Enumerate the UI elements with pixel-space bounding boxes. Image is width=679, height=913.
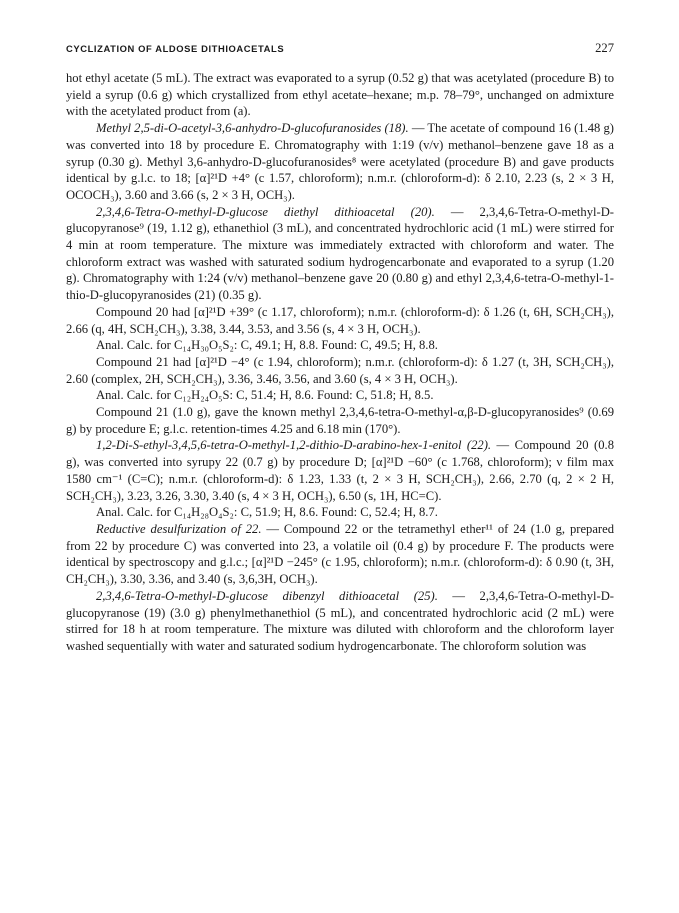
compound-heading: Methyl 2,5-di-O-acetyl-3,6-anhydro-D-glucofuranosides (18). bbox=[96, 121, 409, 136]
page-header bbox=[66, 40, 614, 70]
paragraph bbox=[66, 204, 614, 304]
paragraph: hot ethyl acetate (5 mL). The extract was evaporated to a syrup (0.52 g) that was acetylated (procedure B) to yield a syrup (0.6 g) which crystallized from ethyl acetate–hexane; m.p. 78–79°, unchanged on admixture with the acetylated product from (a). bbox=[66, 71, 614, 119]
page-number: 227 bbox=[595, 41, 614, 55]
compound-heading: 2,3,4,6-Tetra-O-methyl-D-glucose dibenzyl dithioacetal (25). bbox=[96, 588, 438, 603]
journal-page bbox=[66, 40, 614, 655]
paragraph: Compound 21 had [α]²¹D −4° (c 1.94, chloroform); n.m.r. (chloroform-d): δ 1.27 (t, 3H, SCH₂CH₃), 2.60 (complex, 2H, SCH₂CH₃), 3.36, 3.46, 3.56, and 3.60 (s, 4 × 3 H, OCH₃). bbox=[66, 354, 614, 386]
analysis-line: Anal. Calc. for C₁₂H₂₄O₅S: C, 51.4; H, 8.6. Found: C, 51.8; H, 8.5. bbox=[96, 388, 434, 403]
compound-heading: Reductive desulfurization of 22. bbox=[96, 521, 262, 536]
analysis-line: Anal. Calc. for C₁₄H₂₈O₄S₂: C, 51.9; H, 8.6. Found: C, 52.4; H, 8.7. bbox=[96, 505, 438, 520]
analysis-line: Anal. Calc. for C₁₄H₃₀O₅S₂: C, 49.1; H, 8.8. Found: C, 49.5; H, 8.8. bbox=[96, 338, 438, 353]
compound-heading: 1,2-Di-S-ethyl-3,4,5,6-tetra-O-methyl-1,2-dithio-D-arabino-hex-1-enitol (22). bbox=[96, 438, 492, 453]
paragraph bbox=[66, 521, 614, 588]
paragraph bbox=[66, 120, 614, 204]
compound-heading: 2,3,4,6-Tetra-O-methyl-D-glucose diethyl dithioacetal (20). bbox=[96, 204, 435, 219]
paragraph-text: — 2,3,4,6-Tetra-O-methyl-D-glucopyranose⁹ (19, 1.12 g), ethanethiol (3 mL), and concentrated hydrochloric acid (1 mL) were stirred for 4 min at room temperature. The mixture was immediately extracted with chloroform and water. The chloroform extract was washed with saturated sodium hydrogencarbonate and evaporated to a syrup (1.20 g). Chromatography with 1:24 (v/v) methanol–benzene gave 20 (0.80 g) and ethyl 2,3,4,6-tetra-O-methyl-1-thio-D-glucopyranosides (21) (0.35 g). bbox=[66, 204, 614, 303]
paragraph-text: — 2,3,4,6-Tetra-O-methyl-D-glucopyranose (19) (3.0 g) phenylmethanethiol (5 mL), and concentrated hydrochloric acid (2 mL) were stirred for 18 h at room temperature. The mixture was diluted with chloroform and the chloroform layer washed sequentially with water and saturated sodium hydrogencarbonate. The chloroform solution was bbox=[66, 588, 614, 653]
paragraph bbox=[66, 588, 614, 655]
paragraph: Compound 20 had [α]²¹D +39° (c 1.17, chloroform); n.m.r. (chloroform-d): δ 1.26 (t, 6H, SCH₂CH₃), 2.66 (q, 4H, SCH₂CH₃), 3.38, 3.44, 3.53, and 3.56 (s, 4 × 3 H, OCH₃). bbox=[66, 304, 614, 336]
paragraph-text: — The acetate of compound 16 (1.48 g) was converted into 18 by procedure E. Chromatography with 1:19 (v/v) methanol–benzene gave 18 as a syrup (0.30 g). Methyl 3,6-anhydro-D-glucofuranosides⁸ were acetylated (procedure B) and gave products identical by g.l.c. to 18; [α]²¹D +4° (c 1.57, chloroform); n.m.r. (chloroform-d): δ 2.10, 2.23 (s, 2 × 3 H, OCOCH₃), 3.60 and 3.66 (s, 2 × 3 H, OCH₃). bbox=[66, 121, 614, 202]
article-body bbox=[66, 70, 614, 655]
paragraph: Compound 21 (1.0 g), gave the known methyl 2,3,4,6-tetra-O-methyl-α,β-D-glucopyranosides⁹ (0.69 g) by procedure E; g.l.c. retention-times 4.25 and 6.18 min (170°). bbox=[66, 405, 614, 436]
paragraph-text: — Compound 20 (0.8 g), was converted into syrupy 22 (0.7 g) by procedure D; [α]²¹D −60° (c 1.768, chloroform); ν film max 1580 cm⁻¹ (C=C); n.m.r. (chloroform-d): δ 1.23, 1.33 (t, 2 × 3 H, SCH₂CH₃), 2.66, 2.70 (q, 2 × 2 H, SCH₂CH₃), 3.23, 3.26, 3.30, 3.40 (s, 4 × 3 H, OCH₃), 6.50 (s, 1H, HC=C). bbox=[66, 438, 614, 503]
running-head: CYCLIZATION OF ALDOSE DITHIOACETALS bbox=[66, 43, 285, 54]
paragraph-text: — Compound 22 or the tetramethyl ether¹¹ of 24 (1.0 g, prepared from 22 by procedure C) was converted into 23, a volatile oil (0.4 g) by procedure F. The products were identical by spectroscopy and g.l.c.; [α]²¹D −245° (c 1.95, chloroform); n.m.r. (chloroform-d): δ 0.90 (t, 3H, CH₂CH₃), 3.30, 3.36, and 3.40 (s, 3,6,3H, OCH₃). bbox=[66, 521, 615, 587]
paragraph bbox=[66, 437, 614, 504]
